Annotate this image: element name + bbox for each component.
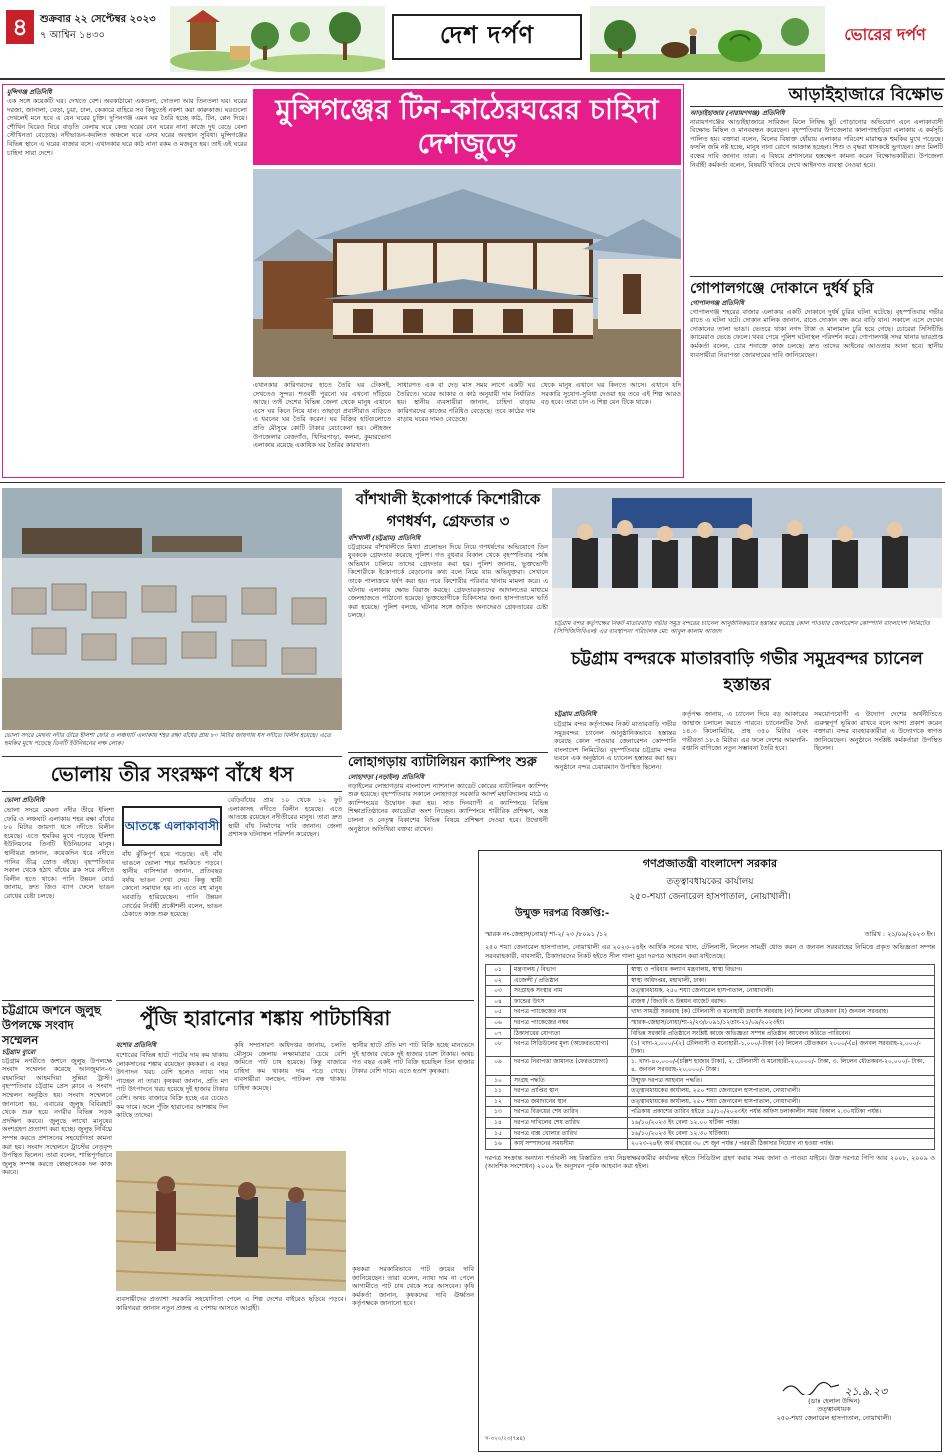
section-title: দেশ দর্পণ	[439, 21, 535, 49]
tender-row-label: ঠিকাদারের যোগ্যতা	[511, 1028, 628, 1039]
araihazar-dateline: আড়াইহাজার (নারায়ণগঞ্জ) প্রতিনিধি	[690, 109, 785, 117]
section-divider-1	[0, 482, 945, 483]
port-photo-caption: চট্টগ্রাম বন্দর কর্তৃপক্ষের নিকট মাতারবাড়ি গভীর সমুদ্র বন্দরের চ্যানেল আনুষ্ঠানিকভাবে হস্তান্তর করেছে কোল পাওয়ার জেনারেশন কোম্পানি বাংলাদেশ লিমিটেড (সিপিজিসিবিএল) এর ব্যবস্থাপনা পরিচালক মো: আবুল কালাম আজাদ	[554, 620, 930, 635]
tender-notice	[478, 850, 942, 1452]
tender-table-row	[486, 1057, 935, 1075]
julus-dateline: চট্টগ্রাম ব্যুরো	[2, 1048, 36, 1056]
tender-row-label: সংগ্রহ পদ্ধতি	[511, 1075, 628, 1086]
tender-row-value: উন্মুক্ত দরপত্র আহবান পদ্ধতি।	[628, 1075, 935, 1086]
tender-row-number: ১৬	[486, 1139, 511, 1150]
tender-table-row	[486, 996, 935, 1007]
jute-article	[116, 1000, 474, 1452]
tender-row-value: রাজস্ব / জিওবি ও উন্নয়ন বাজেট বরাদ্দ।	[628, 996, 935, 1007]
tender-row-value: তত্ত্বাবধায়ক, ২৫০ শয্যা জেনারেল হাসপাতাল, নোয়াখালী।	[628, 986, 935, 997]
tender-row-label: দরপত্র নিরাপত্তা জামানত (ফেরতযোগ্য)	[511, 1057, 628, 1075]
tender-table-row	[486, 965, 935, 976]
tender-row-label: দরপত্র দাখিলের শেষ তারিখ	[511, 1117, 628, 1128]
munshiganj-dateline: মুন্সিগঞ্জ প্রতিনিধি	[7, 88, 52, 96]
munshiganj-body-right: সাধারণত এক বা দেড় মাস সময় লাগে একটি ঘর তৈরিতে। ঘরের আকার ও কাঠ অনুযায়ী দাম নির্ধারিত হয়। স্থানীয় ব্যবসায়ীরা জানান, চাহিদা বাড়ায় কারিগরদের কাজের পরিধিও বেড়েছে। তবে কাঠের দাম বাড়ায় ঘরের দামও বেড়েছে।	[397, 381, 535, 424]
banshkhali-headline: বাঁশখালী ইকোপার্কে কিশোরীকে গণধর্ষণ, গ্রেফতার ৩	[355, 490, 541, 530]
tender-row-number: ০৩	[486, 986, 511, 997]
lohagara-body: নড়াইলের লোহাগড়ায় বাংলাদেশ ন্যাশনাল ক্যাডেট কোরের ব্যাটালিয়ন ক্যাম্পিং শুরু হয়েছে। বৃহস্পতিবার সকালে লোহাগড়া সরকারি আদর্শ মহাবিদ্যালয় মাঠে এ ক্যাম্পিংয়ের উদ্বোধন করা হয়। সাত দিনব্যাপী এ ক্যাম্পিংয়ে বিভিন্ন শিক্ষাপ্রতিষ্ঠানের ক্যাডেটরা অংশ নিচ্ছেন। ক্যাম্পিংয়ে শারীরিক প্রশিক্ষণ, অস্ত্র চালনা ও নেতৃত্ব বিকাশের বিভিন্ন বিষয়ে প্রশিক্ষণ দেওয়া হবে। উদ্বোধনী অনুষ্ঠানে অতিথিরা বক্তব্য রাখেন।	[348, 781, 548, 833]
tender-row-number: ১৩	[486, 1107, 511, 1118]
tender-row-label: দরপত্র বিক্রয়ের শেষ তারিখ	[511, 1107, 628, 1118]
port-headline: চট্টগ্রাম বন্দরকে মাতারবাড়ি গভীর সমুদ্রবন্দর চ্যানেল হস্তান্তর	[571, 649, 923, 695]
bhola-box-label	[122, 806, 222, 846]
tender-table-row	[486, 1028, 935, 1039]
tender-row-number: ০৫	[486, 1007, 511, 1018]
tender-table-row	[486, 1039, 935, 1057]
tender-row-number: ০৯	[486, 1057, 511, 1075]
tender-row-value: পত্রিকায় প্রকাশের তারিখ হইতে ১৫/১০/২০২৩ইং পর্যন্ত অফিস চলাকালীন সময় বিকাল ২.৩০ঘটিকা পর্যন্ত।	[628, 1107, 935, 1118]
tender-row-label: দরপত্র বাক্স খোলার তারিখ	[511, 1128, 628, 1139]
tender-row-number: ০৮	[486, 1039, 511, 1057]
tender-sign-org: ২৫০-শয্যা জেনারেল হাসপাতাল, নোয়াখালী।	[776, 1413, 892, 1422]
tender-table-row	[486, 1128, 935, 1139]
tender-row-value: ১৬/১০/২০২৩ ইং বেলা ১২.০০ ঘটিকা পর্যন্ত।	[628, 1117, 935, 1128]
bhola-caption: ভোলা সদরে মেঘনা নদীর তীরে ইলিশা ফেরি ও লঞ্চঘাট এলাকায় শহর রক্ষা বাঁধের প্রায় ৮০ মিটার জায়গায় ধস নদীতে বিলীন হয়েছে। এতে হুমকির মুখে পড়েছে তিনটি ইউনিয়নের লক্ষ লোক।	[4, 732, 331, 747]
tender-row-label: দরপত্র প্রাপ্তির স্থান	[511, 1086, 628, 1097]
julus-body: চট্টগ্রাম নগরীতে জশনে জুলুছ উপলক্ষে সংবাদ সম্মেলন করেছে আনজুমান-এ রহমানিয়া আহমদিয়া সুন্নিয়া ট্রাস্ট। বৃহস্পতিবার চট্টগ্রাম প্রেস ক্লাবে এ সংবাদ সম্মেলন অনুষ্ঠিত হয়। সংবাদ সম্মেলনে জানানো হয়, এবারের জুলুছ বিবিরহাট থেকে শুরু হয়ে নগরীর বিভিন্ন সড়ক প্রদক্ষিণ করবে। জুলুছে লাখো মানুষের অংশগ্রহণ প্রত্যাশা করা হচ্ছে। জুলুছ নির্বিঘ্নে সম্পন্ন করতে প্রশাসনের সহযোগিতা কামনা করা হয়। সংবাদ সম্মেলনে ট্রাস্টের নেতৃবৃন্দ উপস্থিত ছিলেন। তারা বলেন, শান্তিপূর্ণভাবে জুলুছ সম্পন্ন করতে স্বেচ্ছাসেবক দল কাজ করবে।	[2, 1056, 112, 1177]
bhola-body-b: বাঁধ ঝুঁকিপূর্ণ হয়ে পড়েছে। এই বাঁধ ভাঙলে ভোলা শহর হুমকিতে পড়বে। স্থানীয় বাসিন্দারা জানান, প্রতিবছর বর্ষায় ভাঙন দেখা দেয়। কিন্তু স্থায়ী কোনো সমাধান হয় না। এতে বহু মানুষ ঘরবাড়ি হারিয়েছেন। পানি উন্নয়ন বোর্ডের নির্বাহী প্রকৌশলী বলেন, ভাঙন ঠেকাতে কাজ শুরু হয়েছে।	[122, 850, 222, 919]
araihazar-body: নারায়ণগঞ্জের আড়াইহাজারে সারিজন মিলে নিষিদ্ধ ছুট পোড়ানোর অভিযোগ এনে এলাকাবাসী বিক্ষোভ মিছিল ও মানববন্ধন করেছেন। বৃহস্পতিবার উপজেলার কালাপাহাড়িয়া এলাকায় এ কর্মসূচি পালিত হয়। বক্তারা বলেন, মিলের বিষাক্ত ধোঁয়ায় এলাকার পরিবেশ মারাত্মক হুমকির মুখে পড়েছে। ফসলি জমি নষ্ট হচ্ছে, মানুষ নানা রোগে আক্রান্ত হচ্ছেন। শিশু ও বৃদ্ধরা শ্বাসকষ্টে ভুগছেন। দ্রুত মিলটি বন্ধের দাবি জানান তারা। এ বিষয়ে প্রশাসনের হস্তক্ষেপ কামনা করেন বিক্ষোভকারীরা। উপজেলা নির্বাহী কর্মকর্তা বলেন, বিষয়টি খতিয়ে দেখে আইনগত ব্যবস্থা নেওয়া হবে।	[690, 117, 943, 169]
munshiganj-headline-box	[253, 89, 681, 165]
tender-row-number: ০২	[486, 975, 511, 986]
signature-icon	[781, 1381, 841, 1395]
banshkhali-body: চট্টগ্রামের বাঁশখালীতে মিথ্যা প্রলোভন দিয়ে নিয়ে গণধর্ষণের অভিযোগে তিন যুবককে গ্রেফতার করেছে পুলিশ। গত বুধবার বিকাল থেকে বৃহস্পতিবার পর্যন্ত অভিযান চালিয়ে তাদের গ্রেফতার করা হয়। পুলিশ জানায়, ভুক্তভোগী কিশোরীকে ইকোপার্কে বেড়ানোর কথা বলে নিয়ে যায় অভিযুক্তরা। সেখানে তাকে পালাক্রমে ধর্ষণ করা হয়। পরে কিশোরীর পরিবার থানায় মামলা করে। এ ঘটনায় এলাকায় ক্ষোভ বিরাজ করছে। গ্রেফতারকৃতদের আদালতের মাধ্যমে জেলহাজতে পাঠানো হয়েছে। ভুক্তভোগীকে চিকিৎসার জন্য হাসপাতালে ভর্তি করা হয়েছে। পুলিশ বলছে, ঘটনার সঙ্গে জড়িত অন্যদেরও গ্রেফতারের চেষ্টা চলছে।	[348, 542, 548, 620]
tender-row-value: তত্ত্বাবধায়কের কার্যালয়, ২৫০ শয্যা জেনারেল হাসপাতাল, নোয়াখালী।	[628, 1096, 935, 1107]
masthead-date-2: ৭ আশ্বিন ১৪৩০	[40, 30, 106, 41]
tender-memo-row	[485, 929, 935, 940]
bhola-body-c: বেড়িবাঁধের প্রায় ১০ থেকে ১২ ফুট এলাকাসহ নদীতে বিলীন হয়েছে। এতে আতঙ্কে রয়েছেন নদীতীরের মানুষ। তারা দ্রুত স্থায়ী বাঁধ নির্মাণের দাবি জানান। জেলা প্রশাসক ঘটনাস্থল পরিদর্শন করেছেন।	[228, 796, 342, 839]
tender-row-number: ১১	[486, 1086, 511, 1097]
tender-row-number: ১৫	[486, 1128, 511, 1139]
masthead-rule	[0, 78, 945, 80]
jute-dateline: যশোর প্রতিনিধি	[116, 1041, 157, 1049]
tender-row-number: ০৪	[486, 996, 511, 1007]
tender-row-number: ১০	[486, 1075, 511, 1086]
page-number-text: ৪	[12, 13, 28, 41]
tender-row-value: স্বাস্থ্য অধিদপ্তর, মহাখালী, ঢাকা।	[628, 975, 935, 986]
masthead	[0, 0, 945, 82]
tender-title-3: ২৫০-শয্যা জেনারেল হাসপাতাল, নোয়াখালী।	[629, 892, 791, 902]
banshkhali-article	[348, 488, 548, 746]
jute-body-b: কৃষি সম্প্রসারণ অধিদপ্তর জানায়, চলতি মৌসুমে জেলায় লক্ষ্যমাত্রার চেয়ে বেশি জমিতে পাট চাষ হয়েছে। কিন্তু বাজারে চাহিদা কম থাকায় দাম পড়ে গেছে। ব্যবসায়ীরা বলছেন, পাটকল বন্ধ থাকায় চাহিদা কমেছে।	[234, 1041, 346, 1092]
bhola-dateline: ভোলা প্রতিনিধি	[4, 796, 45, 804]
munshiganj-body-extra: থেকে মানুষ এখানে ঘর কিনতে আসে। এখানে যদি সরকারি সুযোগ-সুবিধা দেওয়া হয় তবে এই শিল্প আরও বড় হবে। তারা চান এ শিল্প যেন টিকে থাকে।	[541, 381, 681, 407]
tender-row-value: তত্ত্বাবধায়কের কার্যালয়, ২৫০ শয্যা জেনারেল হাসপাতাল, নোয়াখালী।	[628, 1086, 935, 1097]
tender-row-number: ১৪	[486, 1117, 511, 1128]
tender-row-value: ১৬/১০/২০২৩ ইং বেলা ১২.৩০ ঘটিকায়।	[628, 1128, 935, 1139]
tender-signature-mark	[739, 1381, 929, 1397]
tender-row-label: কার্য সম্পাদনের সময়সীমা	[511, 1139, 628, 1150]
tender-notice-title: উন্মুক্ত দরপত্র বিজ্ঞপ্তি:-	[515, 908, 610, 919]
paper-logo	[830, 16, 940, 56]
araihazar-article	[690, 84, 943, 274]
port-body-a: চট্টগ্রাম বন্দর কর্তৃপক্ষের নিকট মাতারবাড়ি গভীর সমুদ্রবন্দর চ্যানেল আনুষ্ঠানিকভাবে হস্তান্তর করেছে কোল পাওয়ার জেনারেশন কোম্পানি বাংলাদেশ লিমিটেড। বৃহস্পতিবার চট্টগ্রাম বন্দর ভবনে এক অনুষ্ঠানে এ চ্যানেল হস্তান্তর করা হয়। অনুষ্ঠানে বন্দর চেয়ারম্যান উপস্থিত ছিলেন।	[554, 720, 676, 771]
tender-table-row	[486, 1107, 935, 1118]
tender-sign-name: (ডাঃ হেলাল উদ্দিন)	[808, 1396, 860, 1405]
tender-table	[485, 964, 935, 1150]
port-body-c: সময়োপযোগী এ উদ্যোগ দেশের অর্থনীতিতে গুরুত্বপূর্ণ ভূমিকা রাখবে বলে আশা প্রকাশ করেন বক্তারা। বন্দর ব্যবহারকারীরা এ উদ্যোগকে স্বাগত জানিয়েছেন। অনুষ্ঠানে সংশ্লিষ্ট কর্মকর্তারা উপস্থিত ছিলেন।	[814, 710, 942, 753]
tender-row-label: দরপত্র সিডিউলের মূল্য (অফেরতযোগ্য)	[511, 1039, 628, 1057]
port-body-b: কর্তৃপক্ষ জানায়, এ চ্যানেল দিয়ে বড় আকারের জাহাজ চলাচল করতে পারবে। চ্যানেলটির দৈর্ঘ্য ১৪.৩ কিলোমিটার, প্রস্থ ৩৫০ মিটার এবং গভীরতা ১৮.৫ মিটার। এর ফলে দেশের আমদানি-রপ্তানি বাণিজ্যে নতুন সম্ভাবনা তৈরি হবে।	[682, 710, 808, 753]
jute-photo	[116, 1151, 346, 1291]
tender-row-label: এজেন্সী / প্রতিষ্ঠান	[511, 975, 628, 986]
tender-row-label: সংগ্রাহক সংস্থার নাম	[511, 986, 628, 997]
tender-table-row	[486, 1017, 935, 1028]
tender-sign-title: তত্ত্বাবধায়ক	[817, 1405, 851, 1414]
tender-row-value: ২০২৩-২৪ইং অর্থ বছরের ৩০ শে জুন পর্যন্ত / পরবর্তী ঠিকাদার নিয়োগ না হওয়া পর্যন্ত।	[628, 1139, 935, 1150]
tender-table-row	[486, 986, 935, 997]
tender-row-value: বিভিন্ন সরকারি প্রতিষ্ঠানে সংশ্লিষ্ট কাজে অভিজ্ঞতা সম্পন্ন প্রতিষ্ঠান আবেদন করিতে পারিবেন।	[628, 1028, 935, 1039]
port-photo	[552, 488, 942, 618]
bhola-headline: ভোলায় তীর সংরক্ষণ বাঁধে ধস	[2, 756, 342, 792]
masthead-scene-left-image	[170, 6, 385, 72]
gopalganj-article	[690, 276, 943, 476]
bhola-box-label-text: আতঙ্কে এলাকাবাসী	[124, 819, 220, 833]
tender-row-label: ফান্ডের উৎস	[511, 996, 628, 1007]
tender-row-number: ১২	[486, 1096, 511, 1107]
masthead-scene-right-image	[590, 6, 825, 72]
tender-footer-text: দরপত্র সংক্রান্ত অন্যান্য শর্তাবলী সহ বিস্তারিত তথ্য নিম্নস্বাক্ষরকারীর কার্যালয় হইতে সিডিউল গ্রহণ করার সময় জানা ও পাওয়া যাইবে। উক্ত দরপত্র পিপি আর ২০০৮, ২০০৯ ও (আংশিক সংশোধন) ২০০৯ ইং অনুসরন পূর্বক আহবান করা হইল।	[485, 1153, 935, 1171]
bhola-photo	[2, 488, 342, 730]
tender-row-number: ০১	[486, 965, 511, 976]
tender-row-label: দরপত্র প্যাকেজের নম্বর	[511, 1017, 628, 1028]
lohagara-dateline: লোহাগড়া (নড়াইল) প্রতিনিধি	[348, 773, 425, 781]
tender-date: তারিখ : ২১/০৯/২০২৩ ইং।	[864, 930, 935, 938]
tender-table-row	[486, 1007, 935, 1018]
tender-row-label: দরপত্র জমাদানের স্থান	[511, 1096, 628, 1107]
gopalganj-dateline: গোপালগঞ্জ প্রতিনিধি	[690, 299, 744, 307]
tender-title-1: গণপ্রজাতন্ত্রী বাংলাদেশ সরকার	[642, 857, 778, 870]
julus-article	[2, 1000, 112, 1452]
tender-ad-code: স-৩২০/২৩(৭x৪)	[485, 1436, 526, 1442]
munshiganj-photo	[253, 169, 681, 377]
tender-table-row	[486, 1139, 935, 1150]
tender-table-row	[486, 1075, 935, 1086]
araihazar-headline: আড়াইহাজারে বিক্ষোভ	[690, 84, 943, 107]
tender-signature-block	[739, 1381, 929, 1447]
masthead-date-1: শুক্রবার ২২ সেপ্টেম্বর ২০২৩	[40, 14, 156, 25]
jute-body-c: কৃষকরা সরকারিভাবে পাট ক্রয়ের দাবি জানিয়েছেন। তারা বলেন, ন্যায্য দাম না পেলে আগামীতে পাট চাষ থেকে সরে আসবেন। কৃষি কর্মকর্তা জানান, কৃষকদের দাবি ঊর্ধ্বতন কর্তৃপক্ষকে জানানো হবে।	[352, 1265, 474, 1308]
tender-table-row	[486, 975, 935, 986]
tender-row-number: ০৬	[486, 1017, 511, 1028]
tender-intro: ২৫০ শয্যা জেনারেল হাসপাতাল, নোয়াখালী এর ২০২৩-২৪ইং আর্থিক সনের খাদ্য, টেলিনাসী, লিলেন সামগ্রী ধোত করন ও জনবল সরবরাহের নিমিত্তে প্রকৃত অভিজ্ঞতা সম্পন্ন সরবরাহকারী, বাবসায়ী, ঠিকাদারদের নিকট হইতে সীল গালা মুদ্রা দরপত্র আহবান করা যাইতেছে।	[485, 943, 935, 960]
port-dateline: চট্টগ্রাম প্রতিনিধি	[554, 710, 597, 718]
tender-row-value: (১) খাদ্য-২,০০০/-(২) টেলিনাসী ও মনোহারী-১,০০০/-টাকা (৩) লিলেন ধৌতকরন ২০০০/-(৪) জনবল সরবরাহ-২,০০০/- টাকা।	[628, 1039, 935, 1057]
tender-row-value: স্বাস্থ্য ও পরিবার কল্যাণ মন্ত্রণালয়, স্বাস্থ্য বিভাগ।	[628, 965, 935, 976]
tender-table-row	[486, 1086, 935, 1097]
tender-memo: স্মারক নং-জেহাস/নোয়া/ শা-২/ ২৩ /৮০৯১ /১২	[485, 930, 608, 938]
jute-body-a: যশোরের বিভিন্ন হাটে পাটের দাম কম থাকায় লোকসানের শঙ্কায় রয়েছেন কৃষকরা। এ বছর উৎপাদন খরচ বেশি হলেও ন্যায্য দাম পাচ্ছেন না তারা। কৃষকরা জানান, প্রতি মণ পাট উৎপাদনে খরচ হয়েছে দুই হাজার টাকার বেশি। অথচ বাজারে বিক্রি হচ্ছে এর চেয়েও কম দামে। ফলে পুঁজি হারানোর আশঙ্কায় দিন কাটছে তাদের।	[116, 1051, 228, 1120]
lohagara-headline: লোহাগড়ায় ব্যাটালিয়ন ক্যাম্পিং শুরু	[348, 755, 537, 770]
tender-row-label: মন্ত্রণালয় / বিভাগ	[511, 965, 628, 976]
banshkhali-dateline: বাঁশখালী (চট্টগ্রাম) প্রতিনিধি	[348, 534, 421, 542]
tender-row-value: ১. খাদ্য-৪০,০০০/-(চল্লিশ হাজার টাকা), ২. টেলিনাসী ও মনোহারী-২০,০০০/- টাকা, ৩. লিলেন ধৌতকরন-২০,০০০/- টাকা, ৪. জনবল সরবরাহ-২০,০০০/- টাকা।	[628, 1057, 935, 1075]
tender-table-row	[486, 1117, 935, 1128]
tender-row-value: স্মারক-জেহাস/নোয়া/শা-২/২৩/৮০৯১/১২তাং-২১/০৯/২০২৩ইং।	[628, 1017, 935, 1028]
bhola-body-a: ভোলা সদরে মেঘনা নদীর তীরে ইলিশা ফেরি ও লঞ্চঘাট এলাকায় শহর রক্ষা বাঁধের ৮০ মিটার জায়গা ধসে নদীতে বিলীন হয়েছে। এতে হুমকির মুখে পড়েছে ইলিশা ইউনিয়নের তিনটি ইউনিয়নের মানুষ। স্থানীয়রা জানান, কয়েকদিন ধরে নদীতে পানির তীব্র স্রোত বইছে। বৃহস্পতিবার সকাল থেকে হঠাৎ বাঁধের ব্লক সরে নদীতে বিলীন হতে থাকে। পানি উন্নয়ন বোর্ড জানায়, দ্রুত জিও ব্যাগ ফেলে ভাঙন রোধের চেষ্টা চলছে।	[4, 806, 114, 900]
jute-body-d: স্থানীয় হাটে প্রতি মণ পাট বিক্রি হচ্ছে মানভেদে দুই হাজার থেকে দুই হাজার চারশ টাকায়। অথচ গত বছর একই পাট বিক্রি হয়েছিল তিন হাজার টাকার বেশি দামে। এতে হতাশ কৃষকরা।	[352, 1041, 474, 1075]
munshiganj-article	[2, 84, 684, 478]
tender-title-2: তত্ত্বাবধায়কের কার্যালয়	[666, 877, 754, 887]
page-number	[6, 10, 34, 44]
tender-row-label: দরপত্র প্যাকেজের নাম	[511, 1007, 628, 1018]
tender-row-value: খাদ্য সামগ্রী সরবরাহ (ক) টেলিনাসী ও মনোহারী দ্রব্যাদি সরবরাহ (গ) লিলেন ধৌতকরণ (ঘ) জনবল সরবরাহ।	[628, 1007, 935, 1018]
tender-sign-date: ২১.৯.২৩	[844, 1385, 888, 1398]
gopalganj-headline: গোপালগঞ্জে দোকানে দুর্ধর্ষ চুরি	[690, 279, 874, 297]
tender-row-number: ০৭	[486, 1028, 511, 1039]
munshiganj-body-left: এক সঙ্গে কয়েকটি ঘর। দেখতে বেশ। অবকাঠামো একতলা, দোতলা আর তিনতলা ঘর। ঘরের দরজা, জানালা, বেড়া, চুয়া, চাল, কেকারে বাহিরে সব কিছুতেই নকশা করা কারুকাজ। ঘরগুলো দেখলেই মনে হবে এ যেন ঘরের চুক্তি। দুপিনগঞ্জ এমন ঘর তৈরি হচ্ছে কাঠ, টিন, প্লেন দিয়ে। শৌখিন ঘিরেও ঘিরে বাড়তি বেলায় ঘরে কেন্দ্র ঘরের যেন ঘরের নানা কাজে দুধ বেড়ে বেলা সৌখিনতা বেড়েছে। নদীভাঙন-কবলিত অঞ্চলে ঘরে এসব ঘরের অবস্থান সুবিধা। মুন্সিগঞ্জের বিভিন্ন স্থানে এ ঘরের বাজার বসে। এখানকার ঘরে কাঠ নানা রকম ও মজবুত হয়। তাই এই ঘরের চাহিদা সারা দেশে।	[7, 97, 247, 157]
munshiganj-headline: মুন্সিগঞ্জের টিন-কাঠেরঘরের চাহিদা দেশজুড়ে	[275, 93, 659, 160]
paper-name: ভোরের দর্পণ	[844, 25, 926, 44]
section-title-box	[392, 14, 582, 60]
jute-headline: পুঁজি হারানোর শঙ্কায় পাটচাষিরা	[140, 1006, 391, 1030]
munshiganj-body-mid: এখানকার কারিগরদের হাতে তৈরি ঘর টেকসই, দেখতেও সুন্দর। শতবর্ষী পুরনো ঘর এখনো দাঁড়িয়ে আছে। তাই দেশের বিভিন্ন জেলা থেকে মানুষ এখানে এসে ঘর কিনে নিয়ে যান। তাছাড়া প্রবাসীরাও বাড়িতে এ ধরনের ঘর তৈরি করেন। ঘর বিক্রির হাটগুলোতে প্রতি মৌসুমে কোটি টাকার বেচাকেনা হয়। লৌহজং উপজেলার বেজগাঁও, খিদিরপাড়া, কলমা, কুমারভোগ এলাকায় রয়েছে একাধিক ঘর তৈরির কারখানা।	[253, 381, 391, 450]
tender-table-row	[486, 1096, 935, 1107]
julus-headline: চট্টগ্রামে জশনে জুলুছ উপলক্ষে সংবাদ সম্মেলন	[2, 1003, 101, 1047]
jute-body-e: ব্যবসায়ীদের প্রত্যাশা সরকারি সহযোগিতা পেলে এ শিল্প দেশের বাইরেও ছড়িয়ে পড়বে। কারিগররা জানান নতুন প্রজন্ম এ পেশায় আসতে আগ্রহী।	[116, 1295, 346, 1312]
gopalganj-body: গোপালগঞ্জ শহরের বাজার এলাকার একটি দোকানে দুর্ধর্ষ চুরির ঘটনা ঘটেছে। বৃহস্পতিবার গভীর রাতে এ ঘটনা ঘটে। দোকান মালিক জানান, রাতে দোকান বন্ধ করে বাড়ি যান। সকালে এসে দেখেন দোকানের তালা ভাঙা। ভেতরে থাকা নগদ টাকা ও মালামাল চুরি হয়ে গেছে। চোরেরা সিসিটিভি ক্যামেরাও ভেঙে ফেলে। খবর পেয়ে পুলিশ ঘটনাস্থল পরিদর্শন করে। গোপালগঞ্জ সদর থানার ভারপ্রাপ্ত কর্মকর্তা বলেন, চোর শনাক্তে কাজ চলছে। দ্রুত তাদের আইনের আওতায় আনা হবে। স্থানীয় ব্যবসায়ীরা নিরাপত্তা জোরদারের দাবি জানিয়েছেন।	[690, 307, 943, 359]
